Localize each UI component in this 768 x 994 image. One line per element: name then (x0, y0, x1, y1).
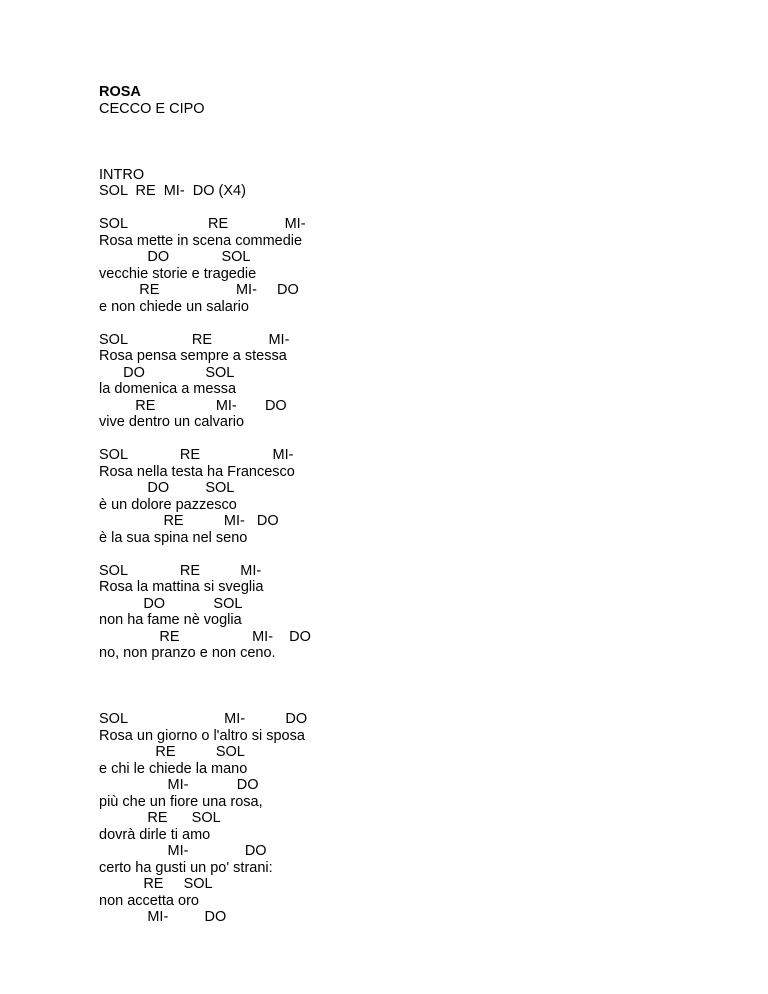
lyric-line: certo ha gusti un po' strani: (99, 859, 273, 876)
verse-2 (99, 332, 719, 431)
lyric-line: è un dolore pazzesco (99, 496, 237, 513)
chord-line: SOL MI- DO (99, 711, 308, 727)
chord-line: DO SOL (99, 249, 251, 265)
lyric-line: Rosa un giorno o l'altro si sposa (99, 727, 305, 744)
lyric-line: Rosa pensa sempre a stessa (99, 348, 287, 364)
lyric-line: vecchie storie e tragedie (99, 265, 257, 282)
chord-line: SOL RE MI- (99, 331, 290, 348)
lyric-line: dovrà dirle ti amo (99, 826, 211, 843)
chord-line: RE MI- DO (99, 513, 279, 529)
chord-line: SOL RE MI- (99, 216, 306, 232)
chord-line: MI- DO (99, 843, 267, 859)
lyric-line: e chi le chiede la mano (99, 760, 248, 777)
lyric-line: più che un fiore una rosa, (99, 793, 263, 810)
lyric-line: la domenica a messa (99, 381, 237, 397)
chord-line: MI- DO (99, 909, 227, 925)
chord-line: RE MI- DO (99, 628, 311, 645)
verse-3 (99, 447, 719, 546)
lyric-line: non ha fame nè voglia (99, 612, 242, 628)
chord-line: SOL RE MI- (99, 562, 262, 579)
chord-line: RE SOL (99, 876, 213, 892)
chord-line: SOL RE MI- (99, 447, 294, 463)
song-artist: CECCO E CIPO (99, 100, 205, 117)
verse-4 (99, 563, 719, 662)
chord-line: MI- DO (99, 777, 259, 793)
lyric-line: e non chiede un salario (99, 298, 249, 315)
chord-line: DO SOL (99, 364, 235, 381)
lyrics-sheet (99, 84, 719, 926)
chord-line: RE MI- DO (99, 282, 299, 298)
lyric-line: Rosa la mattina si sveglia (99, 579, 264, 595)
lyric-line: Rosa mette in scena commedie (99, 232, 303, 249)
song-title: ROSA (99, 84, 141, 100)
verse-5 (99, 711, 719, 926)
intro-chords: SOL RE MI- DO (X4) (99, 183, 246, 199)
lyric-line: vive dentro un calvario (99, 414, 245, 430)
lyric-line: non accetta oro (99, 892, 199, 909)
chord-line: RE MI- DO (99, 397, 287, 414)
lyric-line: Rosa nella testa ha Francesco (99, 463, 295, 480)
chord-line: RE SOL (99, 810, 221, 826)
chord-line: RE SOL (99, 744, 245, 760)
intro-label: INTRO (99, 166, 145, 183)
chord-line: DO SOL (99, 480, 235, 496)
lyric-line: no, non pranzo e non ceno. (99, 645, 276, 661)
chord-line: DO SOL (99, 595, 243, 612)
verse-1 (99, 216, 719, 315)
lyric-line: è la sua spina nel seno (99, 529, 248, 546)
